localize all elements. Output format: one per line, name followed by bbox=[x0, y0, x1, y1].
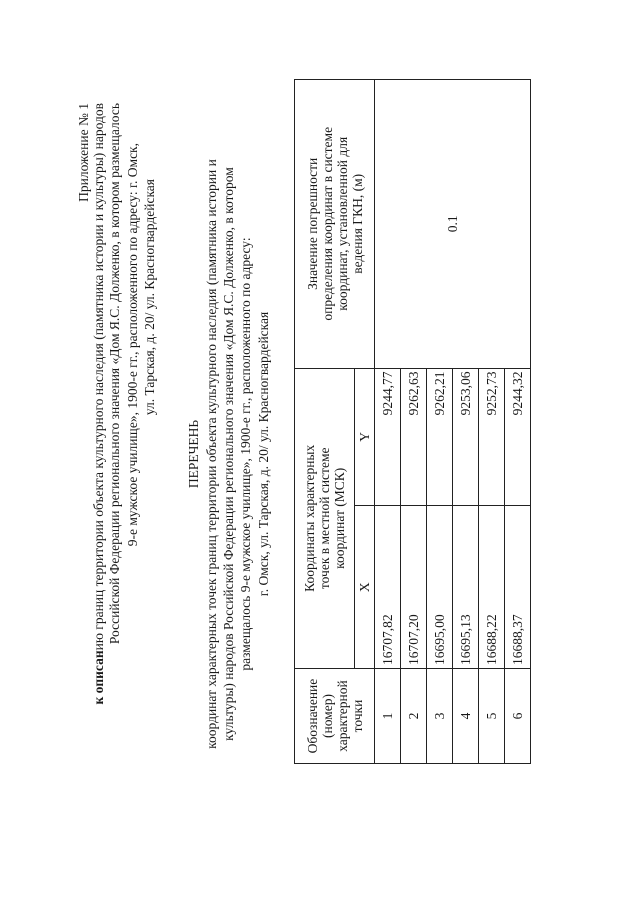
list-heading: ПЕРЕЧЕНЬ bbox=[186, 419, 201, 489]
point-number: 6 bbox=[505, 669, 531, 764]
y-value: 9262,63 bbox=[401, 368, 427, 506]
x-value: 16707,82 bbox=[375, 506, 401, 669]
header-x: X bbox=[355, 506, 375, 669]
header-point-number-l1: Обозначение bbox=[304, 678, 320, 754]
header-point-number-l3: характерной bbox=[334, 680, 350, 752]
header-coordinates-l1: Координаты характерных bbox=[302, 444, 317, 592]
x-value: 16695,00 bbox=[427, 506, 453, 669]
point-number: 5 bbox=[479, 669, 505, 764]
appendix-title: Приложение № 1 bbox=[76, 103, 91, 202]
header-accuracy-l1: Значение погрешности bbox=[304, 157, 320, 290]
point-number: 3 bbox=[427, 669, 453, 764]
header-y: Y bbox=[355, 368, 375, 506]
header-point-number-l2: (номер) bbox=[319, 694, 335, 739]
header-coordinates bbox=[295, 368, 355, 669]
y-value: 9244,32 bbox=[505, 368, 531, 506]
appendix-header bbox=[76, 103, 166, 805]
header-coordinates-l2: точек в местной системе bbox=[317, 447, 332, 590]
y-value: 9252,73 bbox=[479, 368, 505, 506]
y-value: 9262,21 bbox=[427, 368, 453, 506]
list-line-3: размещалось 9-е мужское училище», 1900-е гг., расположенного по адресу: bbox=[238, 237, 253, 671]
table-row bbox=[375, 80, 401, 764]
appendix-line-2: Российской Федерации регионального значения «Дом Я.С. Долженко, в котором размещалось bbox=[107, 103, 122, 645]
header-accuracy-l3: координат, установленной для bbox=[334, 136, 350, 311]
x-value: 16688,22 bbox=[479, 506, 505, 669]
point-number: 4 bbox=[453, 669, 479, 764]
appendix-line-3: 9-е мужское училище», 1900-е гг., расположенного по адресу: г. Омск, bbox=[125, 143, 140, 547]
y-value: 9244,77 bbox=[375, 368, 401, 506]
table-header-row bbox=[295, 80, 355, 764]
x-value: 16707,20 bbox=[401, 506, 427, 669]
appendix-line-1-bold: к описан bbox=[91, 650, 106, 705]
header-accuracy-l4: ведения ГКН, (м) bbox=[349, 173, 365, 274]
list-line-1: координат характерных точек границ территории объекта культурного наследия (памятника истории и bbox=[204, 159, 219, 749]
coordinates-table bbox=[294, 79, 531, 764]
x-value: 16688,37 bbox=[505, 506, 531, 669]
header-accuracy bbox=[295, 80, 375, 369]
header-point-number-l4: точки bbox=[349, 699, 365, 733]
x-value: 16695,13 bbox=[453, 506, 479, 669]
accuracy-value: 0.1 bbox=[375, 80, 531, 369]
list-line-4: г. Омск, ул. Тарская, д. 20/ ул. Красногвардейская bbox=[256, 311, 271, 597]
header-coordinates-l3: координат (МСК) bbox=[332, 467, 347, 569]
point-number: 2 bbox=[401, 669, 427, 764]
list-line-2: культуры) народов Российской Федерации регионального значения «Дом Я.С. Долженко, в котором bbox=[221, 167, 236, 741]
header-point-number bbox=[295, 669, 375, 764]
appendix-line-1 bbox=[91, 103, 107, 705]
appendix-line-1-rest: ию границ территории объекта культурного наследия (памятника истории и культуры) народов bbox=[91, 103, 106, 651]
list-block bbox=[186, 103, 286, 805]
appendix-line-4: ул. Тарская, д. 20/ ул. Красногвардейская bbox=[142, 179, 157, 416]
y-value: 9253,06 bbox=[453, 368, 479, 506]
point-number: 1 bbox=[375, 669, 401, 764]
header-accuracy-l2: определения координат в системе bbox=[319, 126, 335, 321]
